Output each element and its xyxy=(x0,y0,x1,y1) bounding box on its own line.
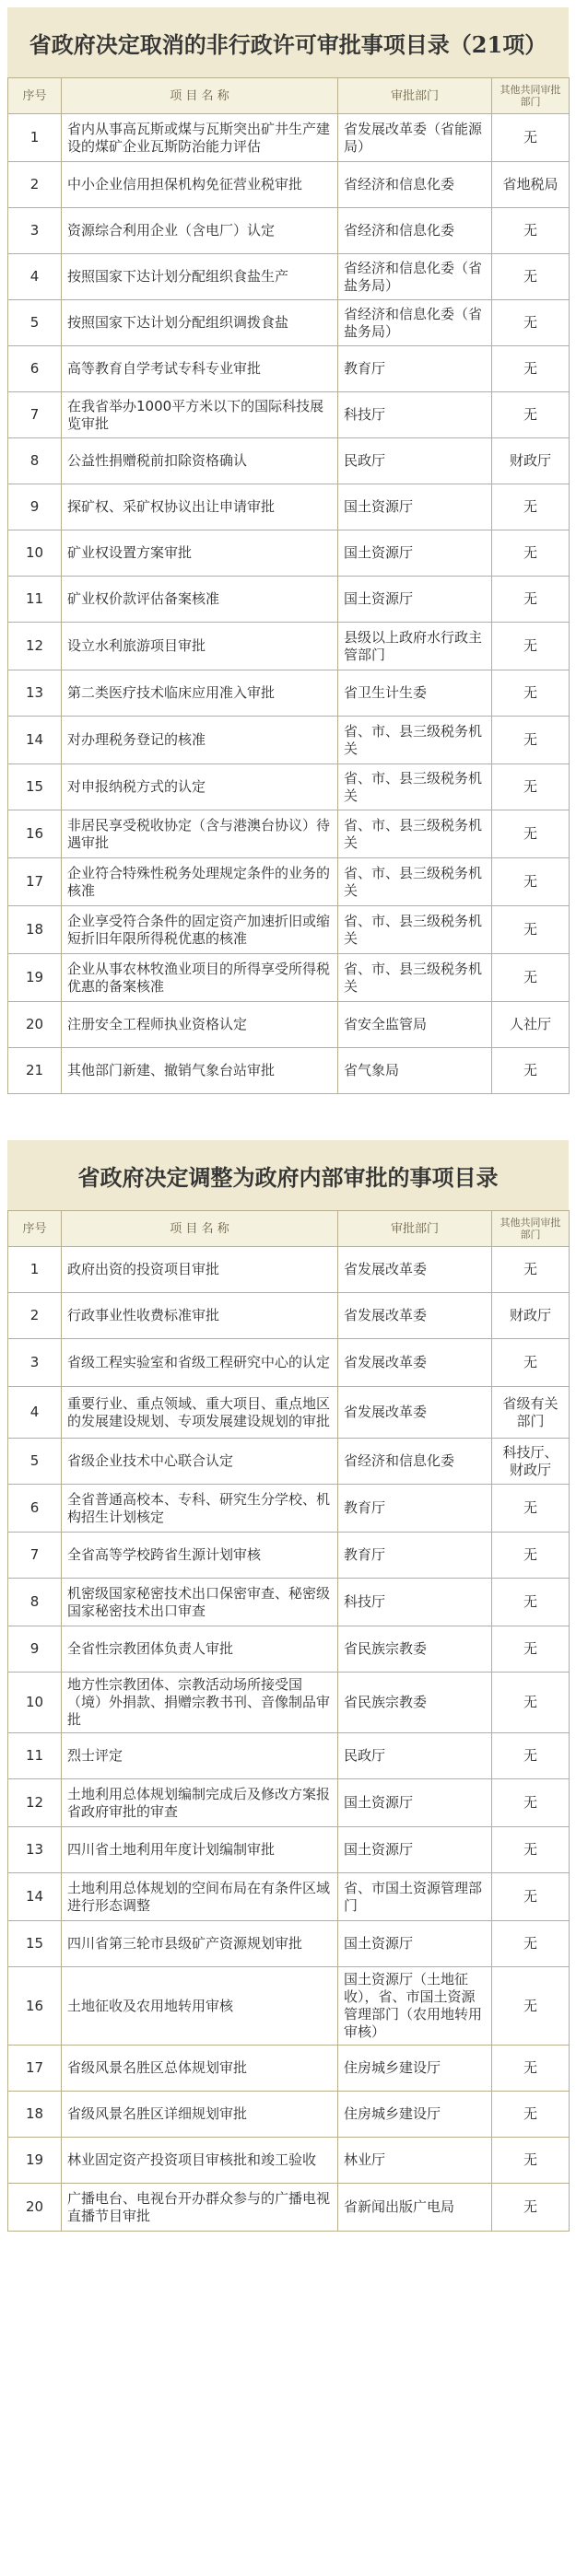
item-name: 非居民享受税收协定（含与港澳台协议）待遇审批 xyxy=(62,810,338,858)
row-number: 16 xyxy=(8,810,62,858)
co-approval-dept: 无 xyxy=(492,1048,570,1094)
row-number: 10 xyxy=(8,530,62,577)
item-name: 省级风景名胜区总体规划审批 xyxy=(62,2046,338,2092)
approval-dept: 县级以上政府水行政主管部门 xyxy=(338,623,492,670)
approval-dept: 教育厅 xyxy=(338,1485,492,1533)
table-row xyxy=(8,1439,570,1485)
header-dept: 审批部门 xyxy=(338,78,492,114)
table-row xyxy=(8,1827,570,1873)
row-number: 20 xyxy=(8,1002,62,1048)
item-name: 林业固定资产投资项目审核批和竣工验收 xyxy=(62,2138,338,2184)
row-number: 19 xyxy=(8,2138,62,2184)
item-name: 烈士评定 xyxy=(62,1733,338,1779)
row-number: 5 xyxy=(8,1439,62,1485)
row-number: 20 xyxy=(8,2184,62,2232)
row-number: 8 xyxy=(8,438,62,484)
approval-dept: 省发展改革委 xyxy=(338,1293,492,1339)
item-name: 土地征收及农用地转用审核 xyxy=(62,1967,338,2046)
row-number: 14 xyxy=(8,717,62,764)
co-approval-dept: 无 xyxy=(492,954,570,1002)
item-name: 省级风景名胜区详细规划审批 xyxy=(62,2092,338,2138)
row-number: 2 xyxy=(8,162,62,208)
co-approval-dept: 无 xyxy=(492,1626,570,1673)
section1-table xyxy=(7,77,570,1094)
approval-dept: 民政厅 xyxy=(338,438,492,484)
approval-dept: 科技厅 xyxy=(338,392,492,438)
row-number: 7 xyxy=(8,1533,62,1579)
approval-dept: 国土资源厅 xyxy=(338,1827,492,1873)
table-row xyxy=(8,1247,570,1293)
approval-dept: 省发展改革委（省能源局） xyxy=(338,114,492,162)
item-name: 企业从事农林牧渔业项目的所得享受所得税优惠的备案核准 xyxy=(62,954,338,1002)
co-approval-dept: 无 xyxy=(492,1779,570,1827)
table-row xyxy=(8,623,570,670)
table-row xyxy=(8,1002,570,1048)
approval-dept: 省民族宗教委 xyxy=(338,1673,492,1733)
co-approval-dept: 无 xyxy=(492,1827,570,1873)
item-name: 四川省第三轮市县级矿产资源规划审批 xyxy=(62,1921,338,1967)
approval-dept: 国土资源厅（土地征收），省、市国土资源管理部门（农用地转用审核） xyxy=(338,1967,492,2046)
table-row xyxy=(8,1485,570,1533)
header-name: 项 目 名 称 xyxy=(62,1211,338,1247)
item-name: 高等教育自学考试专科专业审批 xyxy=(62,346,338,392)
co-approval-dept: 无 xyxy=(492,858,570,906)
approval-dept: 住房城乡建设厅 xyxy=(338,2092,492,2138)
item-name: 对申报纳税方式的认定 xyxy=(62,764,338,810)
co-approval-dept: 无 xyxy=(492,670,570,717)
row-number: 16 xyxy=(8,1967,62,2046)
item-name: 第二类医疗技术临床应用准入审批 xyxy=(62,670,338,717)
section2-title: 省政府决定调整为政府内部审批的事项目录 xyxy=(7,1140,569,1210)
co-approval-dept: 财政厅 xyxy=(492,438,570,484)
co-approval-dept: 无 xyxy=(492,906,570,954)
table-header-row xyxy=(8,78,570,114)
approval-dept: 国土资源厅 xyxy=(338,530,492,577)
row-number: 12 xyxy=(8,1779,62,1827)
table-row xyxy=(8,858,570,906)
co-approval-dept: 无 xyxy=(492,623,570,670)
item-name: 在我省举办1000平方米以下的国际科技展览审批 xyxy=(62,392,338,438)
row-number: 6 xyxy=(8,1485,62,1533)
approval-dept: 省、市、县三级税务机关 xyxy=(338,764,492,810)
row-number: 1 xyxy=(8,114,62,162)
co-approval-dept: 无 xyxy=(492,2046,570,2092)
item-name: 地方性宗教团体、宗教活动场所接受国（境）外捐款、捐赠宗教书刊、音像制品审批 xyxy=(62,1673,338,1733)
row-number: 1 xyxy=(8,1247,62,1293)
header-name: 项 目 名 称 xyxy=(62,78,338,114)
row-number: 19 xyxy=(8,954,62,1002)
row-number: 15 xyxy=(8,764,62,810)
co-approval-dept: 省地税局 xyxy=(492,162,570,208)
item-name: 中小企业信用担保机构免征营业税审批 xyxy=(62,162,338,208)
item-name: 省内从事高瓦斯或煤与瓦斯突出矿井生产建设的煤矿企业瓦斯防治能力评估 xyxy=(62,114,338,162)
table-row xyxy=(8,1673,570,1733)
co-approval-dept: 无 xyxy=(492,1533,570,1579)
approval-dept: 国土资源厅 xyxy=(338,1921,492,1967)
table-header-row xyxy=(8,1211,570,1247)
row-number: 2 xyxy=(8,1293,62,1339)
item-name: 全省高等学校跨省生源计划审核 xyxy=(62,1533,338,1579)
approval-dept: 国土资源厅 xyxy=(338,484,492,530)
table-row xyxy=(8,2092,570,2138)
co-approval-dept: 财政厅 xyxy=(492,1293,570,1339)
row-number: 9 xyxy=(8,484,62,530)
co-approval-dept: 无 xyxy=(492,1873,570,1921)
table-row xyxy=(8,1293,570,1339)
item-name: 企业享受符合条件的固定资产加速折旧或缩短折旧年限所得税优惠的核准 xyxy=(62,906,338,954)
table-row xyxy=(8,906,570,954)
row-number: 11 xyxy=(8,577,62,623)
co-approval-dept: 无 xyxy=(492,300,570,346)
item-name: 注册安全工程师执业资格认定 xyxy=(62,1002,338,1048)
table-row xyxy=(8,2138,570,2184)
row-number: 4 xyxy=(8,1387,62,1439)
item-name: 其他部门新建、撤销气象台站审批 xyxy=(62,1048,338,1094)
header-no: 序号 xyxy=(8,78,62,114)
row-number: 15 xyxy=(8,1921,62,1967)
row-number: 10 xyxy=(8,1673,62,1733)
item-name: 设立水利旅游项目审批 xyxy=(62,623,338,670)
table-row xyxy=(8,810,570,858)
table-row xyxy=(8,114,570,162)
row-number: 18 xyxy=(8,2092,62,2138)
co-approval-dept: 无 xyxy=(492,392,570,438)
table-row xyxy=(8,530,570,577)
approval-dept: 省气象局 xyxy=(338,1048,492,1094)
table-row xyxy=(8,1533,570,1579)
row-number: 3 xyxy=(8,1339,62,1387)
approval-dept: 省、市、县三级税务机关 xyxy=(338,717,492,764)
table-row xyxy=(8,1339,570,1387)
table-row xyxy=(8,1387,570,1439)
approval-dept: 省发展改革委 xyxy=(338,1339,492,1387)
approval-dept: 林业厅 xyxy=(338,2138,492,2184)
co-approval-dept: 无 xyxy=(492,1339,570,1387)
approval-dept: 省、市国土资源管理部门 xyxy=(338,1873,492,1921)
approval-dept: 省、市、县三级税务机关 xyxy=(338,954,492,1002)
header-no: 序号 xyxy=(8,1211,62,1247)
section2-rows xyxy=(8,1247,570,2232)
item-name: 广播电台、电视台开办群众参与的广播电视直播节目审批 xyxy=(62,2184,338,2232)
co-approval-dept: 无 xyxy=(492,2092,570,2138)
row-number: 18 xyxy=(8,906,62,954)
row-number: 13 xyxy=(8,1827,62,1873)
header-dept: 审批部门 xyxy=(338,1211,492,1247)
item-name: 对办理税务登记的核准 xyxy=(62,717,338,764)
co-approval-dept: 无 xyxy=(492,254,570,300)
section1-rows xyxy=(8,114,570,1094)
row-number: 3 xyxy=(8,208,62,254)
co-approval-dept: 无 xyxy=(492,764,570,810)
co-approval-dept: 无 xyxy=(492,1247,570,1293)
item-name: 行政事业性收费标准审批 xyxy=(62,1293,338,1339)
approval-dept: 省发展改革委 xyxy=(338,1247,492,1293)
table-row xyxy=(8,162,570,208)
table-row xyxy=(8,670,570,717)
item-name: 企业符合特殊性税务处理规定条件的业务的核准 xyxy=(62,858,338,906)
table-row xyxy=(8,300,570,346)
table-row xyxy=(8,438,570,484)
co-approval-dept: 无 xyxy=(492,114,570,162)
item-name: 省级企业技术中心联合认定 xyxy=(62,1439,338,1485)
item-name: 土地利用总体规划编制完成后及修改方案报省政府审批的审查 xyxy=(62,1779,338,1827)
approval-dept: 省、市、县三级税务机关 xyxy=(338,906,492,954)
row-number: 11 xyxy=(8,1733,62,1779)
approval-dept: 国土资源厅 xyxy=(338,1779,492,1827)
section1-title: 省政府决定取消的非行政许可审批事项目录（21项） xyxy=(7,7,569,77)
item-name: 重要行业、重点领域、重大项目、重点地区的发展建设规划、专项发展建设规划的审批 xyxy=(62,1387,338,1439)
table-row xyxy=(8,392,570,438)
approval-dept: 省经济和信息化委（省盐务局） xyxy=(338,300,492,346)
table-row xyxy=(8,1048,570,1094)
approval-dept: 省经济和信息化委（省盐务局） xyxy=(338,254,492,300)
approval-dept: 省卫生计生委 xyxy=(338,670,492,717)
item-name: 省级工程实验室和省级工程研究中心的认定 xyxy=(62,1339,338,1387)
co-approval-dept: 科技厅、财政厅 xyxy=(492,1439,570,1485)
co-approval-dept: 无 xyxy=(492,2184,570,2232)
co-approval-dept: 无 xyxy=(492,1579,570,1626)
table-row xyxy=(8,1967,570,2046)
co-approval-dept: 无 xyxy=(492,1967,570,2046)
row-number: 4 xyxy=(8,254,62,300)
approval-dept: 省经济和信息化委 xyxy=(338,162,492,208)
table-row xyxy=(8,208,570,254)
co-approval-dept: 无 xyxy=(492,1485,570,1533)
table-row xyxy=(8,484,570,530)
item-name: 矿业权价款评估备案核准 xyxy=(62,577,338,623)
table-row xyxy=(8,346,570,392)
approval-dept: 省民族宗教委 xyxy=(338,1626,492,1673)
section2-table xyxy=(7,1210,570,2232)
co-approval-dept: 省级有关部门 xyxy=(492,1387,570,1439)
item-name: 矿业权设置方案审批 xyxy=(62,530,338,577)
row-number: 9 xyxy=(8,1626,62,1673)
co-approval-dept: 无 xyxy=(492,484,570,530)
co-approval-dept: 无 xyxy=(492,577,570,623)
co-approval-dept: 无 xyxy=(492,346,570,392)
table-row xyxy=(8,254,570,300)
co-approval-dept: 无 xyxy=(492,208,570,254)
header-other: 其他共同审批部门 xyxy=(492,1211,570,1247)
page xyxy=(0,7,576,2232)
co-approval-dept: 无 xyxy=(492,810,570,858)
approval-dept: 省经济和信息化委 xyxy=(338,1439,492,1485)
table-row xyxy=(8,2184,570,2232)
row-number: 7 xyxy=(8,392,62,438)
approval-dept: 民政厅 xyxy=(338,1733,492,1779)
item-name: 土地利用总体规划的空间布局在有条件区域进行形态调整 xyxy=(62,1873,338,1921)
item-name: 全省性宗教团体负责人审批 xyxy=(62,1626,338,1673)
table-row xyxy=(8,1779,570,1827)
approval-dept: 省经济和信息化委 xyxy=(338,208,492,254)
approval-dept: 国土资源厅 xyxy=(338,577,492,623)
item-name: 全省普通高校本、专科、研究生分学校、机构招生计划核定 xyxy=(62,1485,338,1533)
approval-dept: 教育厅 xyxy=(338,1533,492,1579)
table-row xyxy=(8,954,570,1002)
row-number: 8 xyxy=(8,1579,62,1626)
row-number: 17 xyxy=(8,2046,62,2092)
table-row xyxy=(8,2046,570,2092)
approval-dept: 省新闻出版广电局 xyxy=(338,2184,492,2232)
row-number: 5 xyxy=(8,300,62,346)
item-name: 探矿权、采矿权协议出让申请审批 xyxy=(62,484,338,530)
table-row xyxy=(8,1873,570,1921)
table-row xyxy=(8,1921,570,1967)
row-number: 12 xyxy=(8,623,62,670)
header-other: 其他共同审批部门 xyxy=(492,78,570,114)
co-approval-dept: 无 xyxy=(492,717,570,764)
co-approval-dept: 无 xyxy=(492,530,570,577)
item-name: 四川省土地利用年度计划编制审批 xyxy=(62,1827,338,1873)
table-row xyxy=(8,577,570,623)
approval-dept: 住房城乡建设厅 xyxy=(338,2046,492,2092)
approval-dept: 省、市、县三级税务机关 xyxy=(338,858,492,906)
row-number: 14 xyxy=(8,1873,62,1921)
item-name: 机密级国家秘密技术出口保密审查、秘密级国家秘密技术出口审查 xyxy=(62,1579,338,1626)
co-approval-dept: 人社厅 xyxy=(492,1002,570,1048)
approval-dept: 教育厅 xyxy=(338,346,492,392)
co-approval-dept: 无 xyxy=(492,1733,570,1779)
approval-dept: 省发展改革委 xyxy=(338,1387,492,1439)
item-name: 按照国家下达计划分配组织食盐生产 xyxy=(62,254,338,300)
table-row xyxy=(8,717,570,764)
table-row xyxy=(8,1733,570,1779)
co-approval-dept: 无 xyxy=(492,2138,570,2184)
table-row xyxy=(8,1626,570,1673)
table-row xyxy=(8,764,570,810)
item-name: 按照国家下达计划分配组织调拨食盐 xyxy=(62,300,338,346)
approval-dept: 科技厅 xyxy=(338,1579,492,1626)
co-approval-dept: 无 xyxy=(492,1921,570,1967)
table-row xyxy=(8,1579,570,1626)
row-number: 6 xyxy=(8,346,62,392)
row-number: 13 xyxy=(8,670,62,717)
approval-dept: 省、市、县三级税务机关 xyxy=(338,810,492,858)
item-name: 政府出资的投资项目审批 xyxy=(62,1247,338,1293)
approval-dept: 省安全监管局 xyxy=(338,1002,492,1048)
section-divider xyxy=(0,1094,576,1133)
row-number: 17 xyxy=(8,858,62,906)
co-approval-dept: 无 xyxy=(492,1673,570,1733)
item-name: 资源综合利用企业（含电厂）认定 xyxy=(62,208,338,254)
row-number: 21 xyxy=(8,1048,62,1094)
item-name: 公益性捐赠税前扣除资格确认 xyxy=(62,438,338,484)
